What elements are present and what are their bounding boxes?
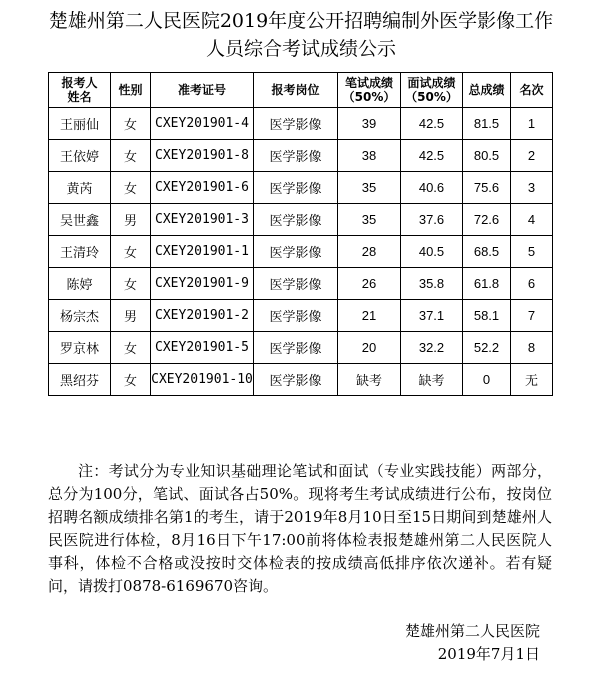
- cell-rank: 3: [511, 172, 553, 204]
- cell-written-score: 缺考: [338, 364, 401, 396]
- cell-rank: 7: [511, 300, 553, 332]
- cell-name: 吴世鑫: [49, 204, 111, 236]
- cell-written-score: 35: [338, 172, 401, 204]
- cell-exam-id: CXEY201901-4: [151, 108, 254, 140]
- cell-name: 陈婷: [49, 268, 111, 300]
- signature-organization: 楚雄州第二人民医院: [404, 622, 540, 640]
- header-name: 报考人 姓名: [49, 73, 111, 108]
- cell-gender: 女: [111, 236, 151, 268]
- cell-name: 黑绍芬: [49, 364, 111, 396]
- cell-name: 罗京林: [49, 332, 111, 364]
- table-row: [49, 140, 553, 172]
- cell-exam-id: CXEY201901-2: [151, 300, 254, 332]
- header-position: 报考岗位: [254, 73, 338, 108]
- cell-interview-score: 32.2: [401, 332, 463, 364]
- cell-position: 医学影像: [254, 268, 338, 300]
- cell-exam-id: CXEY201901-10: [151, 364, 254, 396]
- cell-exam-id: CXEY201901-9: [151, 268, 254, 300]
- header-interview-score: 面试成绩 （50%）: [401, 73, 463, 108]
- cell-rank: 6: [511, 268, 553, 300]
- table-row: [49, 300, 553, 332]
- cell-position: 医学影像: [254, 300, 338, 332]
- table-row: [49, 364, 553, 396]
- cell-written-score: 38: [338, 140, 401, 172]
- cell-exam-id: CXEY201901-5: [151, 332, 254, 364]
- cell-position: 医学影像: [254, 108, 338, 140]
- header-rank: 名次: [511, 73, 553, 108]
- cell-gender: 女: [111, 268, 151, 300]
- cell-interview-score: 40.6: [401, 172, 463, 204]
- cell-rank: 2: [511, 140, 553, 172]
- cell-gender: 女: [111, 140, 151, 172]
- table-row: [49, 172, 553, 204]
- cell-interview-score: 42.5: [401, 108, 463, 140]
- cell-total-score: 68.5: [463, 236, 511, 268]
- cell-gender: 女: [111, 172, 151, 204]
- cell-position: 医学影像: [254, 204, 338, 236]
- cell-position: 医学影像: [254, 172, 338, 204]
- header-gender: 性别: [111, 73, 151, 108]
- notice-title-line-2: 人员综合考试成绩公示: [205, 38, 396, 60]
- cell-gender: 女: [111, 364, 151, 396]
- cell-total-score: 72.6: [463, 204, 511, 236]
- cell-total-score: 52.2: [463, 332, 511, 364]
- cell-exam-id: CXEY201901-6: [151, 172, 254, 204]
- cell-interview-score: 42.5: [401, 140, 463, 172]
- cell-total-score: 75.6: [463, 172, 511, 204]
- cell-total-score: 80.5: [463, 140, 511, 172]
- cell-name: 杨宗杰: [49, 300, 111, 332]
- cell-rank: 1: [511, 108, 553, 140]
- header-total-score: 总成绩: [463, 73, 511, 108]
- cell-total-score: 81.5: [463, 108, 511, 140]
- cell-interview-score: 37.1: [401, 300, 463, 332]
- cell-position: 医学影像: [254, 140, 338, 172]
- cell-written-score: 35: [338, 204, 401, 236]
- cell-gender: 女: [111, 108, 151, 140]
- cell-interview-score: 缺考: [401, 364, 463, 396]
- table-row: [49, 108, 553, 140]
- table-row: [49, 332, 553, 364]
- cell-written-score: 39: [338, 108, 401, 140]
- cell-rank: 8: [511, 332, 553, 364]
- cell-written-score: 28: [338, 236, 401, 268]
- cell-name: 王依婷: [49, 140, 111, 172]
- cell-name: 王清玲: [49, 236, 111, 268]
- cell-written-score: 26: [338, 268, 401, 300]
- table-row: [49, 236, 553, 268]
- table-row: [49, 204, 553, 236]
- cell-name: 王丽仙: [49, 108, 111, 140]
- header-written-score: 笔试成绩 （50%）: [338, 73, 401, 108]
- signature-date: 2019年7月1日: [437, 645, 540, 663]
- cell-rank: 无: [511, 364, 553, 396]
- header-exam-id: 准考证号: [151, 73, 254, 108]
- cell-position: 医学影像: [254, 236, 338, 268]
- cell-total-score: 0: [463, 364, 511, 396]
- cell-interview-score: 35.8: [401, 268, 463, 300]
- cell-exam-id: CXEY201901-8: [151, 140, 254, 172]
- cell-name: 黄芮: [49, 172, 111, 204]
- cell-written-score: 21: [338, 300, 401, 332]
- table-row: [49, 268, 553, 300]
- cell-position: 医学影像: [254, 364, 338, 396]
- cell-exam-id: CXEY201901-3: [151, 204, 254, 236]
- cell-position: 医学影像: [254, 332, 338, 364]
- cell-rank: 5: [511, 236, 553, 268]
- cell-gender: 男: [111, 204, 151, 236]
- cell-total-score: 58.1: [463, 300, 511, 332]
- table-header-row: [49, 73, 553, 108]
- cell-gender: 女: [111, 332, 151, 364]
- cell-gender: 男: [111, 300, 151, 332]
- notice-title-line-1: 楚雄州第二人民医院2019年度公开招聘编制外医学影像工作: [48, 10, 554, 32]
- cell-interview-score: 40.5: [401, 236, 463, 268]
- cell-total-score: 61.8: [463, 268, 511, 300]
- notice-note: 注：考试分为专业知识基础理论笔试和面试（专业实践技能）两部分，总分为100分，笔试、面试各占50%。现将考生考试成绩进行公布，按岗位招聘名额成绩排名第1的考生，请于2019年8月10日至15日期间到楚雄州人民医院进行体检，8月16日下午17:00前将体检表报楚雄州第二人民医院人事科，体检不合格或没按时交体检表的按成绩高低排序依次递补。若有疑问，请拨打0878-6169670咨询。: [48, 462, 552, 595]
- score-table: [48, 72, 553, 396]
- cell-interview-score: 37.6: [401, 204, 463, 236]
- cell-exam-id: CXEY201901-1: [151, 236, 254, 268]
- cell-written-score: 20: [338, 332, 401, 364]
- cell-rank: 4: [511, 204, 553, 236]
